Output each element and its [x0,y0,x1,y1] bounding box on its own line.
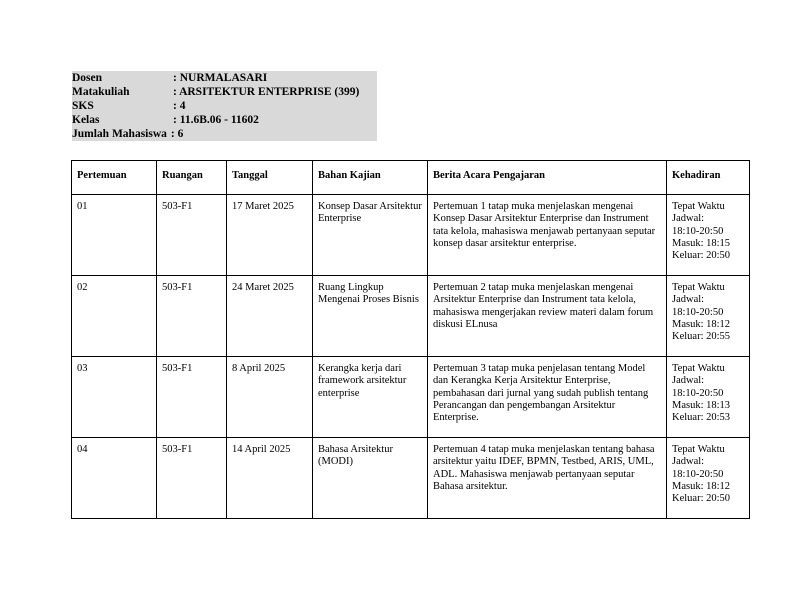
kehadiran-jadwal-label: Jadwal: [672,375,705,387]
info-row-jumlah [72,127,377,141]
cell-tanggal: 17 Maret 2025 [227,195,313,276]
jumlah-label: Jumlah Mahasiswa [72,128,167,140]
kehadiran-status: Tepat Waktu [672,444,725,455]
cell-ruangan: 503-F1 [157,276,227,357]
cell-pertemuan: 04 [72,438,157,519]
cell-ruangan: 503-F1 [157,357,227,438]
table-row [72,276,750,357]
matakuliah-value: : ARSITEKTUR ENTERPRISE (399) [173,86,360,98]
cell-ruangan: 503-F1 [157,438,227,519]
cell-pertemuan: 01 [72,195,157,276]
cell-kehadiran [667,438,750,519]
matakuliah-label: Matakuliah [72,86,130,98]
cell-berita-acara: Pertemuan 2 tatap muka menjelaskan mengenai Arsitektur Enterprise dan Instrument tata kelola, mahasiswa mengerjakan review materi dalam forum diskusi ELnusa [428,276,667,357]
cell-tanggal: 14 April 2025 [227,438,313,519]
cell-bahan-kajian: Konsep Dasar Arsitektur Enterprise [313,195,428,276]
sks-label: SKS [72,100,94,112]
kehadiran-keluar: Keluar: 20:53 [672,412,731,424]
table-row [72,357,750,438]
course-info-block [72,71,377,141]
kehadiran-jadwal: 18:10-20:50 [672,468,724,480]
kehadiran-status: Tepat Waktu [672,201,725,212]
dosen-label: Dosen [72,72,103,84]
kehadiran-keluar: Keluar: 20:55 [672,331,731,343]
cell-kehadiran [667,276,750,357]
cell-tanggal: 8 April 2025 [227,357,313,438]
cell-tanggal: 24 Maret 2025 [227,276,313,357]
info-row-matakuliah [72,85,377,99]
header-kehadiran: Kehadiran [667,161,750,195]
berita-acara-table [71,160,750,519]
info-row-dosen [72,71,377,85]
cell-bahan-kajian: Kerangka kerja dari framework arsitektur enterprise [313,357,428,438]
cell-bahan-kajian: Ruang Lingkup Mengenai Proses Bisnis [313,276,428,357]
header-pertemuan: Pertemuan [72,161,157,195]
cell-berita-acara: Pertemuan 3 tatap muka penjelasan tentang Model dan Kerangka Kerja Arsitektur Enterprise, pembahasan dari jurnal yang sudah publish tentang Perancangan dan pengembangan Arsitektur Enterprise. [428,357,667,438]
cell-pertemuan: 02 [72,276,157,357]
kehadiran-jadwal: 18:10-20:50 [672,387,724,399]
kehadiran-jadwal: 18:10-20:50 [672,306,724,318]
kehadiran-jadwal-label: Jadwal: [672,294,705,306]
kehadiran-keluar: Keluar: 20:50 [672,250,731,262]
header-berita-acara: Berita Acara Pengajaran [428,161,667,195]
cell-berita-acara: Pertemuan 1 tatap muka menjelaskan mengenai Konsep Dasar Arsitektur Enterprise dan Instrument tata kelola, mahasiswa menjawab pertanyaan seputar konsep dasar arsitektur enterprise. [428,195,667,276]
kehadiran-jadwal-label: Jadwal: [672,456,705,468]
dosen-value: : NURMALASARI [173,72,268,84]
cell-kehadiran [667,195,750,276]
kehadiran-masuk: Masuk: 18:12 [672,480,731,492]
table-header-row [72,161,750,195]
header-ruangan: Ruangan [157,161,227,195]
cell-bahan-kajian: Bahasa Arsitektur (MODI) [313,438,428,519]
sks-value: : 4 [173,100,186,112]
kehadiran-jadwal: 18:10-20:50 [672,225,724,237]
kehadiran-status: Tepat Waktu [672,282,725,293]
info-row-sks [72,99,377,113]
kehadiran-masuk: Masuk: 18:12 [672,318,731,330]
kehadiran-masuk: Masuk: 18:15 [672,237,731,249]
header-tanggal: Tanggal [227,161,313,195]
header-bahan-kajian: Bahan Kajian [313,161,428,195]
kelas-label: Kelas [72,114,100,126]
table-row [72,438,750,519]
kehadiran-masuk: Masuk: 18:13 [672,399,731,411]
cell-ruangan: 503-F1 [157,195,227,276]
info-row-kelas [72,113,377,127]
kehadiran-jadwal-label: Jadwal: [672,213,705,225]
cell-pertemuan: 03 [72,357,157,438]
kehadiran-status: Tepat Waktu [672,363,725,374]
kelas-value: : 11.6B.06 - 11602 [173,114,259,126]
table-row [72,195,750,276]
kehadiran-keluar: Keluar: 20:50 [672,493,731,505]
cell-kehadiran [667,357,750,438]
jumlah-value: : 6 [170,128,184,140]
cell-berita-acara: Pertemuan 4 tatap muka menjelaskan tentang bahasa arsitektur yaitu IDEF, BPMN, Testbed, ARIS, UML, ADL. Mahasiswa menjawab pertanyaan seputar Bahasa arsitektur. [428,438,667,519]
